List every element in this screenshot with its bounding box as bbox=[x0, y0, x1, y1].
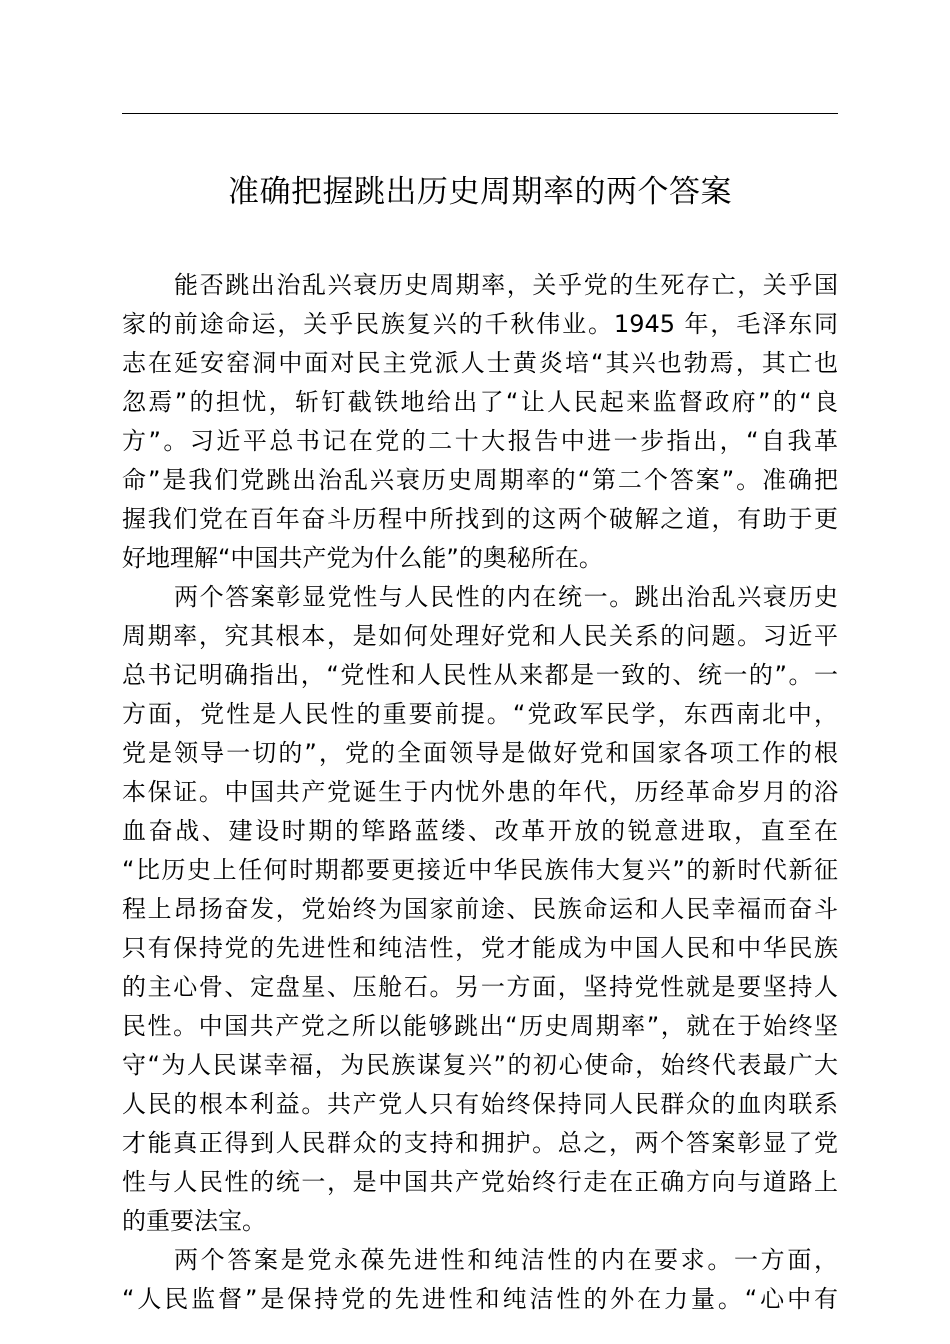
paragraph-line: 两个答案彰显党性与人民性的内在统一。跳出治乱兴衰历史 bbox=[174, 583, 838, 611]
paragraph-line: 方面，党性是人民性的重要前提。“党政军民学，东西南北中， bbox=[122, 700, 838, 728]
paragraph-line: 守“为人民谋幸福，为民族谋复兴”的初心使命，始终代表最广大 bbox=[122, 1051, 838, 1079]
header-rule bbox=[122, 113, 838, 114]
paragraph-line: 程上昂扬奋发，党始终为国家前途、民族命运和人民幸福而奋斗 bbox=[122, 895, 838, 923]
paragraph-line: 家的前途命运，关乎民族复兴的千秋伟业。1945 年，毛泽东同 bbox=[122, 310, 838, 338]
paragraph-line: 才能真正得到人民群众的支持和拥护。总之，两个答案彰显了党 bbox=[122, 1129, 838, 1157]
paragraph-line: 的主心骨、定盘星、压舱石。另一方面，坚持党性就是要坚持人 bbox=[122, 973, 838, 1001]
paragraph-line: 命”是我们党跳出治乱兴衰历史周期率的“第二个答案”。准确把 bbox=[122, 466, 838, 494]
paragraph-line: 人民的根本利益。共产党人只有始终保持同人民群众的血肉联系 bbox=[122, 1090, 838, 1118]
paragraph-2 bbox=[122, 578, 838, 1241]
paragraph-line: 忽焉”的担忧，斩钉截铁地给出了“让人民起来监督政府”的“良 bbox=[122, 388, 838, 416]
paragraph-line: 党是领导一切的”，党的全面领导是做好党和国家各项工作的根 bbox=[122, 739, 838, 767]
paragraph-line: 本保证。中国共产党诞生于内忧外患的年代，历经革命岁月的浴 bbox=[122, 778, 838, 806]
paragraph-line: 好地理解“中国共产党为什么能”的奥秘所在。 bbox=[122, 544, 603, 572]
document-body bbox=[122, 266, 838, 1319]
paragraph-line: 血奋战、建设时期的筚路蓝缕、改革开放的锐意进取，直至在 bbox=[122, 817, 838, 845]
paragraph-line: 的重要法宝。 bbox=[122, 1207, 266, 1235]
paragraph-3 bbox=[122, 1241, 838, 1319]
paragraph-line: 能否跳出治乱兴衰历史周期率，关乎党的生死存亡，关乎国 bbox=[174, 271, 838, 299]
paragraph-line: 两个答案是党永葆先进性和纯洁性的内在要求。一方面， bbox=[174, 1246, 838, 1274]
paragraph-1 bbox=[122, 266, 838, 578]
paragraph-line: 总书记明确指出，“党性和人民性从来都是一致的、统一的”。一 bbox=[122, 661, 838, 689]
paragraph-line: 方”。习近平总书记在党的二十大报告中进一步指出，“自我革 bbox=[122, 427, 838, 455]
paragraph-line: 只有保持党的先进性和纯洁性，党才能成为中国人民和中华民族 bbox=[122, 934, 838, 962]
paragraph-line: 周期率，究其根本，是如何处理好党和人民关系的问题。习近平 bbox=[122, 622, 838, 650]
paragraph-line: 民性。中国共产党之所以能够跳出“历史周期率”，就在于始终坚 bbox=[122, 1012, 838, 1040]
document-title: 准确把握跳出历史周期率的两个答案 bbox=[228, 174, 732, 210]
paragraph-line: “比历史上任何时期都要更接近中华民族伟大复兴”的新时代新征 bbox=[122, 856, 838, 884]
paragraph-line: 志在延安窑洞中面对民主党派人士黄炎培“其兴也勃焉，其亡也 bbox=[122, 349, 838, 377]
paragraph-line: “人民监督”是保持党的先进性和纯洁性的外在力量。“心中有 bbox=[122, 1285, 838, 1313]
paragraph-line: 握我们党在百年奋斗历程中所找到的这两个破解之道，有助于更 bbox=[122, 505, 838, 533]
paragraph-line: 性与人民性的统一，是中国共产党始终行走在正确方向与道路上 bbox=[122, 1168, 838, 1196]
